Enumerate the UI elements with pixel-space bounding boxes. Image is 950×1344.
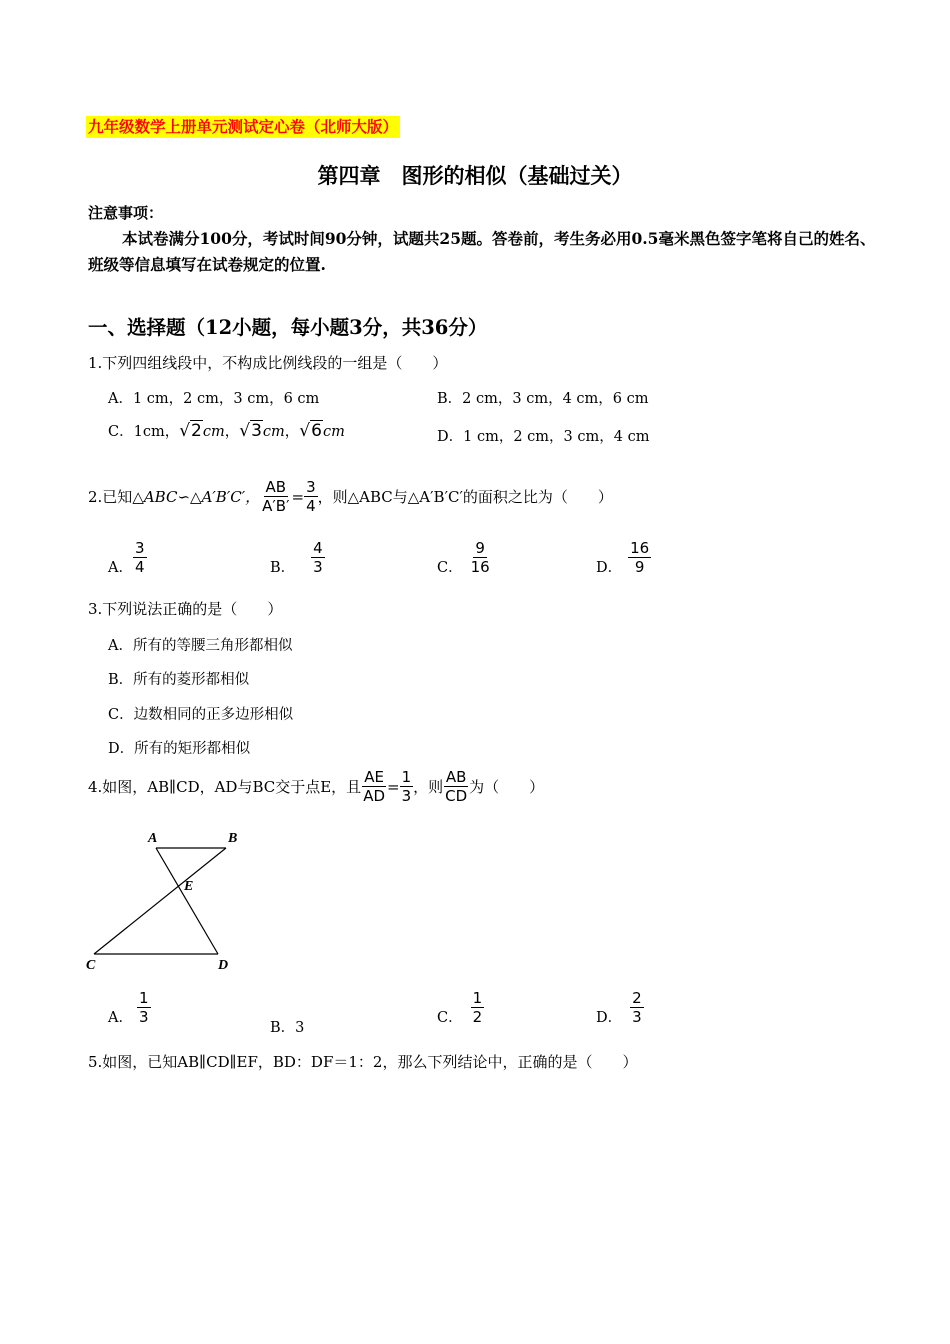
- q5-stem: 5.如图，已知AB∥CD∥EF，BD：DF＝1：2，那么下列结论中，正确的是（ ）: [88, 1053, 638, 1071]
- q4-option-b: B．3: [270, 1020, 305, 1036]
- q4-option-c: C． $\frac{1}{2}$: [437, 989, 483, 1026]
- q3-option-c: C．边数相同的正多边形相似: [108, 707, 294, 723]
- q2-option-c: C． $\frac{9}{16}$: [437, 539, 490, 576]
- q3-option-a: A．所有的等腰三角形都相似: [108, 638, 293, 654]
- q2-option-d: D． $\frac{16}{9}$: [596, 539, 650, 576]
- q1-stem: 1.下列四组线段中，不构成比例线段的一组是（ ）: [88, 354, 448, 372]
- section-title: 一、选择题（12小题，每小题3分，共36分）: [88, 316, 488, 339]
- q4-figure: [80, 826, 260, 976]
- sqrt-6: √6: [299, 421, 322, 441]
- notice-body: 本试卷满分100分，考试时间90分钟，试题共25题。答卷前，考生务必用0.5毫米黑色签字笔将自己的姓名、班级等信息填写在试卷规定的位置.: [88, 229, 876, 274]
- q1-option-d: D．1 cm，2 cm，3 cm，4 cm: [437, 429, 650, 445]
- segment-bc: [94, 848, 226, 954]
- q2-ratio: $\frac{AB}{A'B'}$: [262, 478, 290, 515]
- q1-option-c: C．1cm，√2cm，√3cm，√6cm: [108, 421, 345, 441]
- q4-fraction-one-third: $\frac{1}{3}$: [401, 768, 412, 805]
- label-c: C: [86, 958, 96, 973]
- q1-option-b: B．2 cm，3 cm，4 cm，6 cm: [437, 391, 649, 407]
- q2-option-b: B． $\frac{4}{3}$: [270, 539, 323, 576]
- label-a: A: [148, 831, 158, 846]
- q3-option-b: B．所有的菱形都相似: [108, 672, 250, 688]
- notice-heading: 注意事项：: [88, 204, 164, 222]
- q4-option-d: D． $\frac{2}{3}$: [596, 989, 642, 1026]
- label-d: D: [218, 958, 229, 973]
- segment-ad: [156, 848, 218, 954]
- label-e: E: [184, 879, 194, 894]
- sqrt-3: √3: [239, 421, 262, 441]
- q4-fraction-ae-ad: $\frac{AE}{AD}$: [363, 768, 385, 805]
- q4-fraction-ab-cd: $\frac{AB}{CD}$: [445, 768, 468, 805]
- chapter-title: 第四章 图形的相似（基础过关）: [317, 163, 633, 188]
- q4-option-a: A． $\frac{1}{3}$: [108, 989, 149, 1026]
- q2-value: $\frac{3}{4}$: [306, 478, 316, 515]
- label-b: B: [228, 831, 238, 846]
- q2-stem: 2.已知 △ABC∽△A′B′C′， $\frac{AB}{A'B'}$ = $\frac{3}{4}$ ，则△ABC与△A′B′C′的面积之比为（ ）: [88, 478, 613, 515]
- q1-option-c-prefix: C．1cm，: [108, 424, 180, 440]
- q2-option-a: A． $\frac{3}{4}$: [108, 539, 145, 576]
- q3-option-d: D．所有的矩形都相似: [108, 741, 251, 757]
- sqrt-2: √2: [179, 421, 202, 441]
- q3-stem: 3.下列说法正确的是（ ）: [88, 600, 283, 618]
- q1-option-a: A．1 cm，2 cm，3 cm，6 cm: [108, 391, 320, 407]
- q4-stem: 4.如图，AB∥CD，AD与BC交于点E，且 $\frac{AE}{AD}$ = $\frac{1}{3}$ ，则 $\frac{AB}{CD}$ 为（ ）: [88, 768, 545, 805]
- exam-banner: 九年级数学上册单元测试定心卷（北师大版）: [88, 117, 399, 136]
